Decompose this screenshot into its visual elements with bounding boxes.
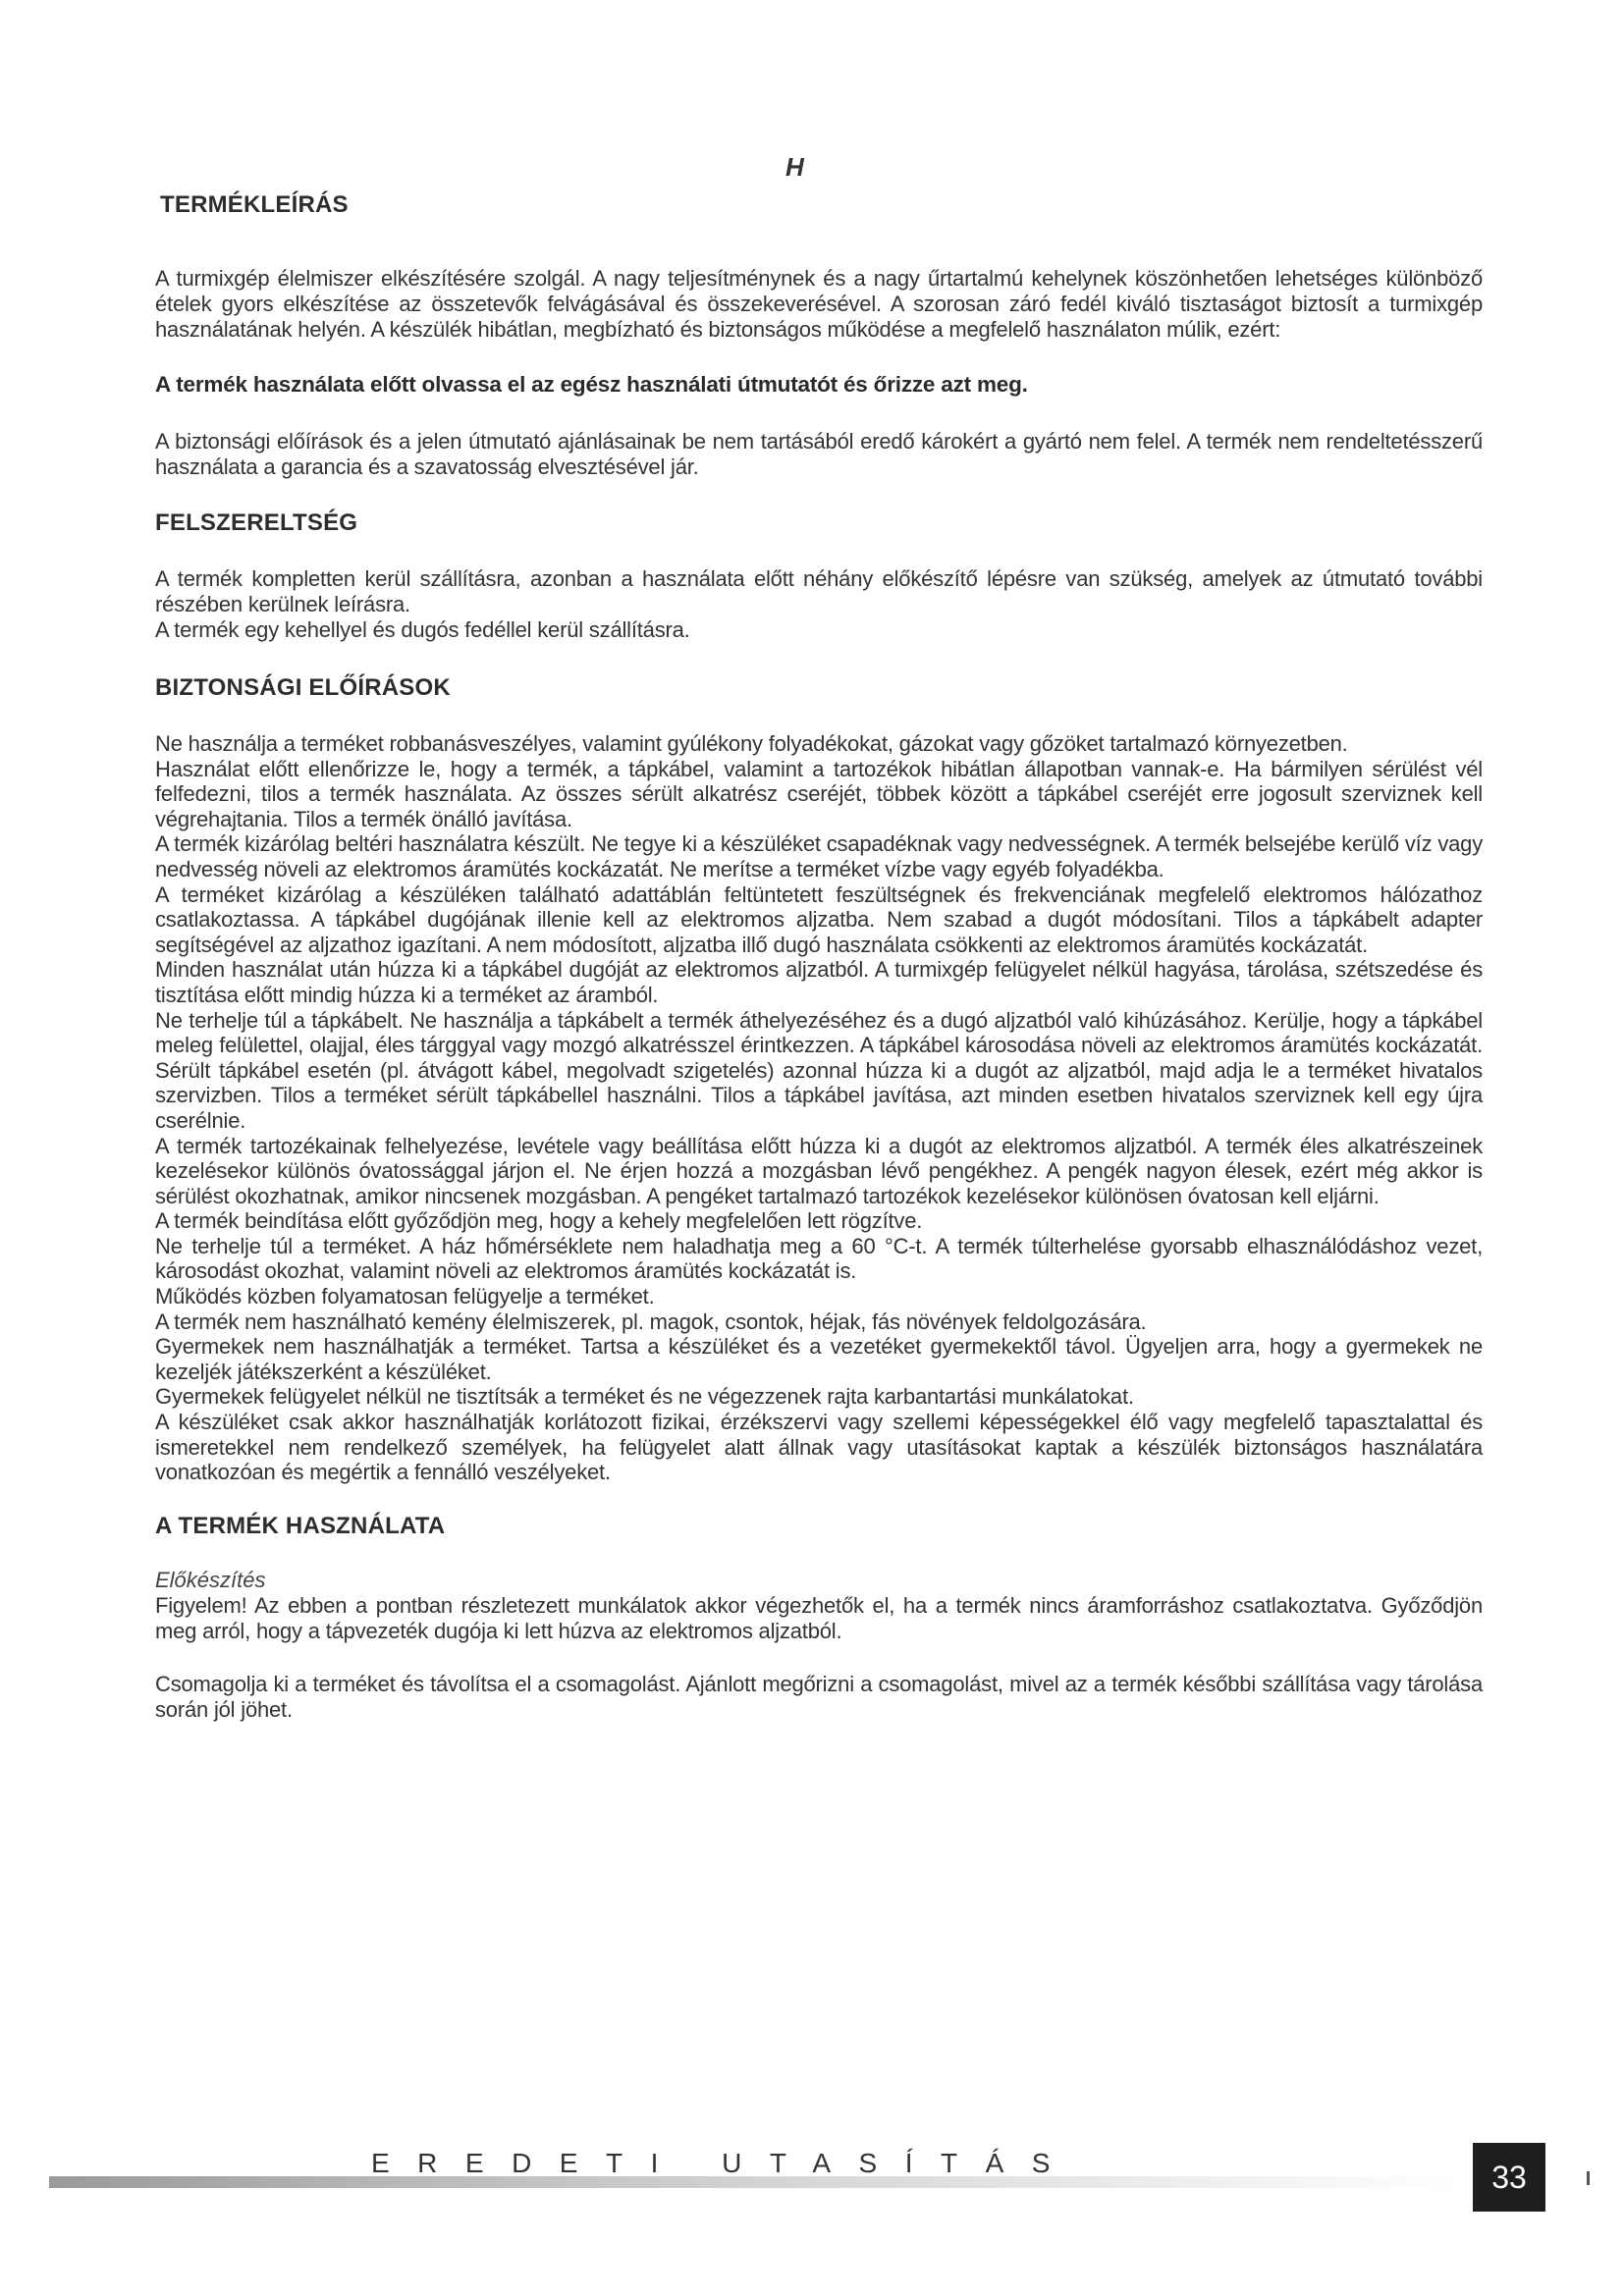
subheading-preparation: Előkészítés [155, 1567, 266, 1592]
language-marker: H [785, 152, 804, 182]
safety-item: A készüléket csak akkor használhatják korlátozott fizikai, érzékszervi vagy szellemi képességekkel élő vagy megfelelő tapasztalattal és ismeretekkel nem rendelkező személyek, ha felügyelet alatt állnak vagy utasításokat kaptak a készülék biztonságos használatára vonatkozóan és megértik a fennálló veszélyeket. [155, 1410, 1483, 1485]
document-body [155, 191, 1483, 1723]
safety-item: Gyermekek nem használhatják a terméket. Tartsa a készüléket és a vezetéket gyermekektől távol. Ügyeljen arra, hogy a gyermekek ne kezeljék játékszerként a készüléket. [155, 1334, 1483, 1384]
safety-item: Minden használat után húzza ki a tápkábel dugóját az elektromos aljzatból. A turmixgép felügyelet nélkül hagyása, tárolása, szétszedése és tisztítása előtt mindig húzza ki a terméket az áramból. [155, 957, 1483, 1007]
read-manual-notice: A termék használata előtt olvassa el az egész használati útmutatót és őrizze azt meg. [155, 372, 1028, 397]
safety-item: A termék tartozékainak felhelyezése, levétele vagy beállítása előtt húzza ki a dugót az elektromos aljzatból. A termék éles alkatrészeinek kezelésekor különös óvatossággal járjon el. Ne érjen hozzá a mozgásban lévő pengékhez. A pengék nagyon élesek, ezért még akkor is sérülést okozhatnak, amikor nincsenek mozgásban. A pengéket tartalmazó tartozékok kezelésekor különösen óvatosan kell eljárni. [155, 1133, 1483, 1208]
safety-item: Gyermekek felügyelet nélkül ne tisztítsák a terméket és ne végezzenek rajta karbantartási munkálatokat. [155, 1384, 1134, 1410]
safety-item: Működés közben folyamatosan felügyelje a terméket. [155, 1284, 655, 1309]
liability-paragraph: A biztonsági előírások és a jelen útmutató ajánlásainak be nem tartásából eredő károkért a gyártó nem felel. A termék nem rendeltetésszerű használata a garancia és a szavatosság elvesztésével jár. [155, 429, 1483, 479]
safety-item: A terméket kizárólag a készüléken található adattáblán feltüntetett feszültségnek és frekvenciának megfelelő elektromos hálózathoz csatlakoztassa. A tápkábel dugójának illenie kell az elektromos aljzatba. Nem szabad a dugót módosítani. Tilos a tápkábelt adapter segítségével az aljzathoz igazítani. A nem módosított, aljzatba illő dugó használata csökkenti az elektromos áramütés kockázatát. [155, 881, 1483, 957]
usage-warning-paragraph: Figyelem! Az ebben a pontban részletezett munkálatok akkor végezhetők el, ha a termék nincs áramforráshoz csatlakoztatva. Győződjön meg arról, hogy a tápvezeték dugója ki lett húzva az elektromos aljzatból. [155, 1592, 1483, 1643]
safety-item: Használat előtt ellenőrizze le, hogy a termék, a tápkábel, valamint a tartozékok hibátlan állapotban vannak-e. Ha bármilyen sérülést vél felfedezni, tilos a termék használata. Az összes sérült alkatrész cseréjét, többek között a tápkábel cseréjét erre jogosult szerviznek kell végrehajtania. Tilos a termék önálló javítása. [155, 756, 1483, 831]
safety-item: A termék kizárólag beltéri használatra készült. Ne tegye ki a készüléket csapadéknak vagy nedvességnek. A termék belsejébe kerülő víz vagy nedvesség növeli az elektromos áramütés kockázatát. Ne merítse a terméket vízbe vagy egyéb folyadékba. [155, 831, 1483, 881]
safety-item: Ne használja a terméket robbanásveszélyes, valamint gyúlékony folyadékokat, gázokat vagy gőzöket tartalmazó környezetben. [155, 731, 1348, 756]
safety-item: Ne terhelje túl a terméket. A ház hőmérséklete nem haladhatja meg a 60 °C-t. A termék túlterhelése gyorsabb elhasználódáshoz vezet, károsodást okozhat, valamint növeli az elektromos áramütés kockázatát is. [155, 1233, 1483, 1284]
safety-list [155, 731, 1483, 1485]
equipment-paragraph-2: A termék egy kehellyel és dugós fedéllel kerül szállításra. [155, 617, 690, 642]
heading-usage: A TERMÉK HASZNÁLATA [155, 1512, 446, 1539]
edge-mark [1587, 2171, 1590, 2185]
product-description-paragraph: A turmixgép élelmiszer elkészítésére szolgál. A nagy teljesítménynek és a nagy űrtartalmú kehelynek köszönhetően lehetséges különböző ételek gyors elkészítése az összetevők felvágásával és összekeverésével. A szorosan záró fedél kiváló tisztaságot biztosít a turmixgép használatának helyén. A készülék hibátlan, megbízható és biztonságos működése a megfelelő használaton múlik, ezért: [155, 266, 1483, 342]
equipment-paragraph-1: A termék kompletten kerül szállításra, azonban a használata előtt néhány előkészítő lépésre van szükség, amelyek az útmutató további részében kerülnek leírásra. [155, 566, 1483, 616]
usage-unpack-paragraph: Csomagolja ki a terméket és távolítsa el a csomagolást. Ajánlott megőrizni a csomagolást, mivel az a termék későbbi szállítása vagy tárolása során jól jöhet. [155, 1671, 1483, 1722]
safety-item: Ne terhelje túl a tápkábelt. Ne használja a tápkábelt a termék áthelyezéséhez és a dugó aljzatból való kihúzásához. Kerülje, hogy a tápkábel meleg felülettel, olajjal, éles tárggyal vagy mozgó alkatrésszel érintkezzen. A tápkábel károsodása növeli az elektromos áramütés kockázatát. Sérült tápkábel esetén (pl. átvágott kábel, megolvadt szigetelés) azonnal húzza ki a dugót az aljzatból, majd adja le a terméket hivatalos szervizben. Tilos a terméket sérült tápkábellel használni. Tilos a tápkábel javítása, azt minden esetben hivatalos szerviznek kell egy újra cserélnie. [155, 1007, 1483, 1133]
safety-item: A termék nem használható kemény élelmiszerek, pl. magok, csontok, héjak, fás növények feldolgozására. [155, 1308, 1147, 1334]
heading-product-description: TERMÉKLEÍRÁS [160, 191, 349, 218]
safety-item: A termék beindítása előtt győződjön meg, hogy a kehely megfelelően lett rögzítve. [155, 1208, 923, 1234]
page-number: 33 [1473, 2143, 1545, 2212]
footer-title: EREDETI UTASÍTÁS [371, 2148, 1078, 2178]
heading-equipment: FELSZERELTSÉG [155, 509, 358, 536]
heading-safety: BIZTONSÁGI ELŐÍRÁSOK [155, 674, 451, 701]
